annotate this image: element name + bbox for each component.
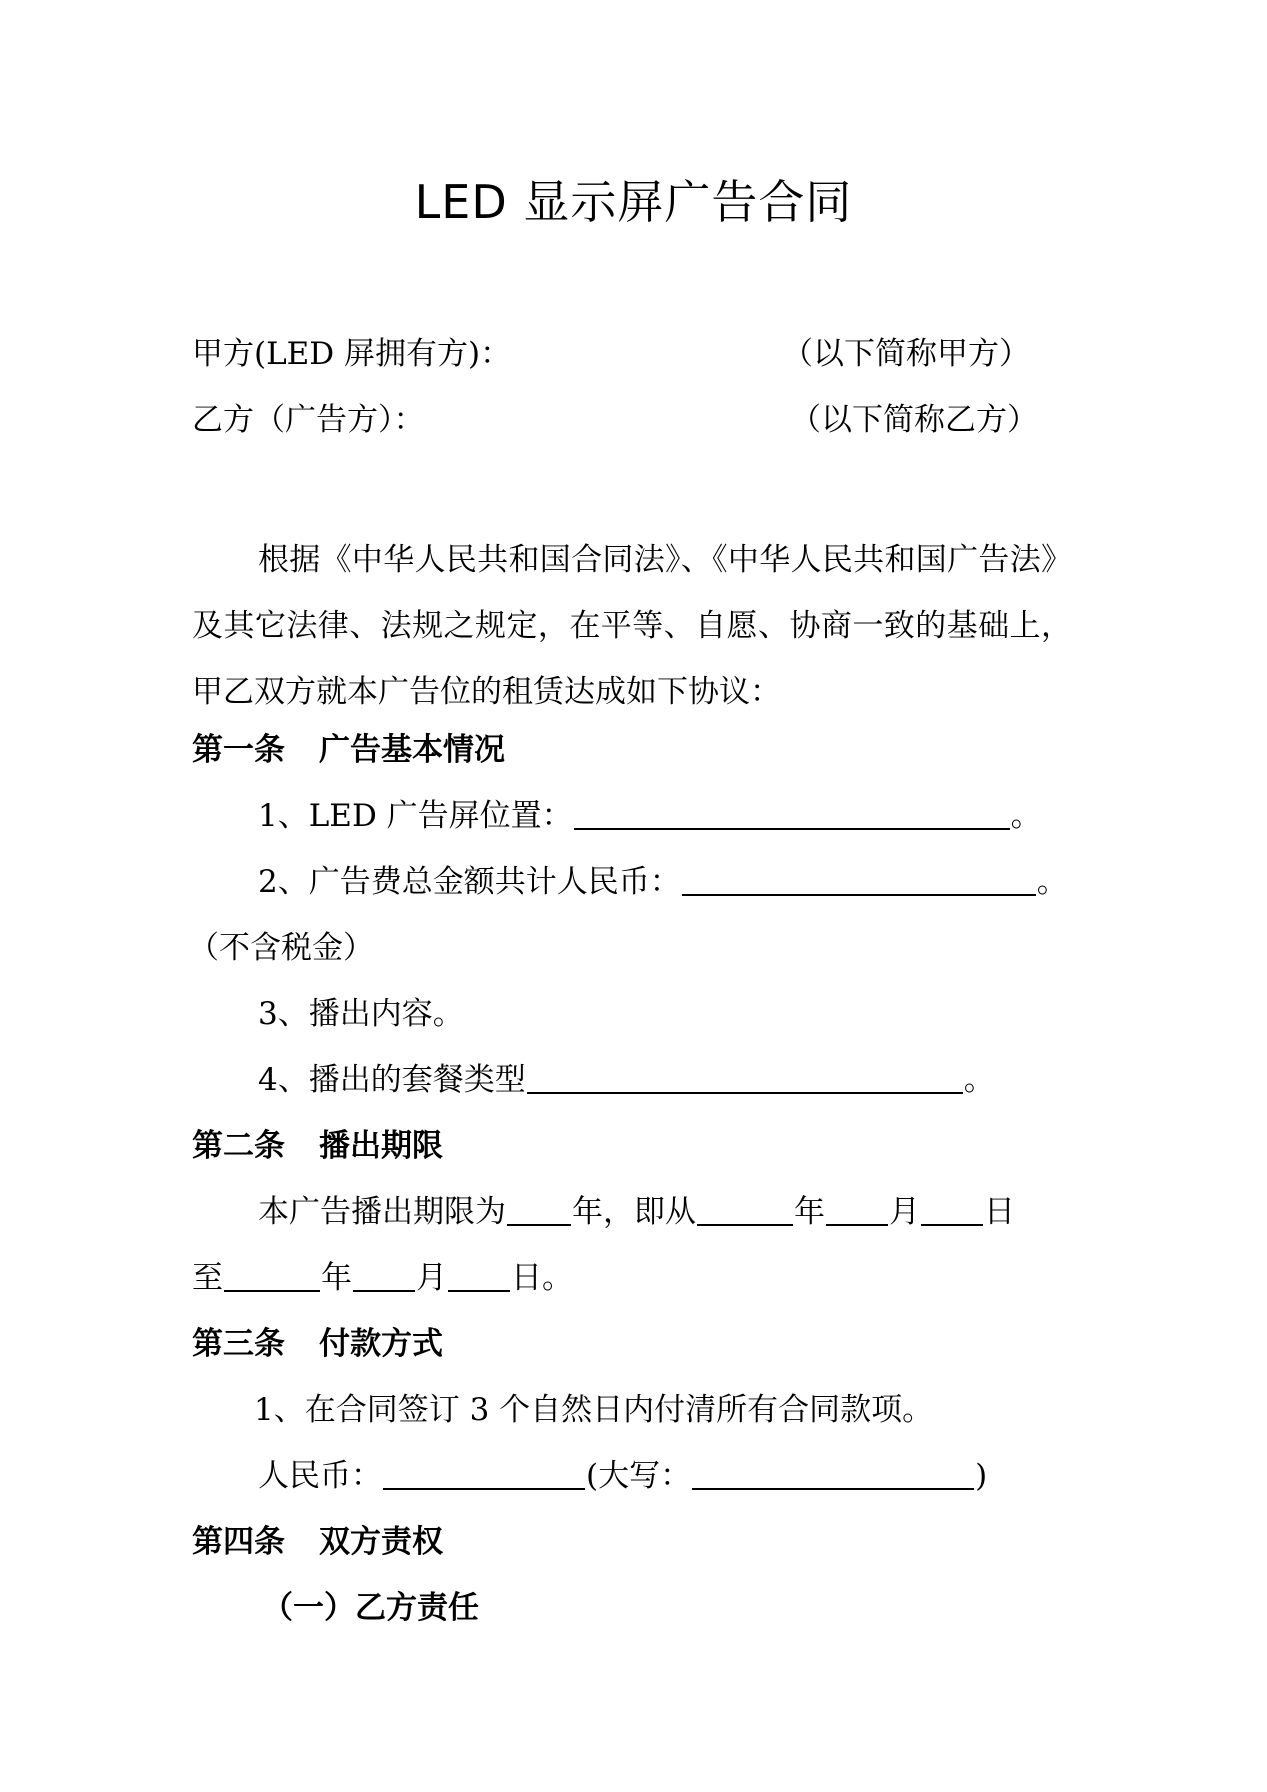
start-year-blank: [697, 1194, 793, 1226]
article-4-heading: [192, 1522, 443, 1562]
article-3-item-1: 1、在合同签订 3 个自然日内付清所有合同款项。: [254, 1392, 934, 1428]
article-1-title: 广告基本情况: [319, 732, 505, 768]
article-3-number: 第三条: [192, 1326, 285, 1362]
package-type-label: 4、播出的套餐类型: [258, 1062, 526, 1098]
party-a-note: （以下简称甲方）: [782, 336, 1030, 372]
payment-amount-line: [258, 1456, 987, 1496]
led-location-blank: [574, 798, 1010, 830]
daxie-label: (大写：: [586, 1458, 692, 1494]
article-3-title: 付款方式: [319, 1326, 443, 1362]
period-to-label: 至: [192, 1260, 223, 1296]
article-4-title: 双方责权: [319, 1524, 443, 1560]
article-2-title: 播出期限: [319, 1128, 443, 1164]
led-location-label: 1、LED 广告屏位置：: [258, 798, 573, 834]
daxie-end: ): [975, 1458, 988, 1494]
article-2-heading: [192, 1126, 443, 1166]
preamble-paragraph: 根据《中华人民共和国合同法》、《中华人民共和国广告法》及其它法律、法规之规定，在平等、自愿、协商一致的基础上，甲乙双方就本广告位的租赁达成如下协议：: [192, 542, 1072, 710]
daxie-amount-blank: [692, 1458, 974, 1490]
article-1-item-3: 3、播出内容。: [258, 996, 464, 1032]
start-year-label: 年: [794, 1194, 825, 1230]
article-1-item-1: [258, 796, 1042, 836]
rmb-label: 人民币：: [258, 1458, 382, 1494]
rmb-amount-blank: [383, 1458, 585, 1490]
article-1-heading: [192, 730, 505, 770]
item-2-end: 。: [1036, 864, 1068, 900]
end-month-label: 月: [416, 1260, 447, 1296]
ad-fee-label: 2、广告费总金额共计人民币：: [258, 864, 681, 900]
package-type-blank: [527, 1062, 963, 1094]
start-month-label: 月: [889, 1194, 920, 1230]
broadcast-period-line-2: [192, 1258, 573, 1298]
article-3-heading: [192, 1324, 443, 1364]
broadcast-period-line-1: [258, 1192, 1015, 1232]
article-1-number: 第一条: [192, 732, 285, 768]
period-label: 本广告播出期限为: [258, 1194, 506, 1230]
period-years-blank: [507, 1194, 571, 1226]
end-day-label: 日。: [511, 1260, 573, 1296]
start-day-blank: [921, 1194, 983, 1226]
article-2-number: 第二条: [192, 1128, 285, 1164]
party-b-label: 乙方（广告方）：: [192, 402, 425, 438]
article-1-item-2: [258, 862, 1068, 902]
article-4-number: 第四条: [192, 1524, 285, 1560]
period-from-label: 年，即从: [572, 1194, 696, 1230]
party-a-label: 甲方(LED 屏拥有方)：: [192, 336, 512, 372]
item-1-end: 。: [1010, 798, 1042, 834]
end-day-blank: [448, 1260, 510, 1292]
article-1-item-4: [258, 1060, 995, 1100]
start-day-label: 日: [984, 1194, 1015, 1230]
page-title: LED 显示屏广告合同: [414, 175, 853, 229]
party-b-responsibility-heading: （一）乙方责任: [262, 1590, 479, 1626]
item-4-end: 。: [963, 1062, 995, 1098]
party-b-note: （以下简称乙方）: [790, 402, 1038, 438]
end-month-blank: [353, 1260, 415, 1292]
tax-note: （不含税金）: [188, 930, 374, 966]
start-month-blank: [826, 1194, 888, 1226]
ad-fee-blank: [682, 864, 1036, 896]
end-year-blank: [224, 1260, 320, 1292]
end-year-label: 年: [321, 1260, 352, 1296]
